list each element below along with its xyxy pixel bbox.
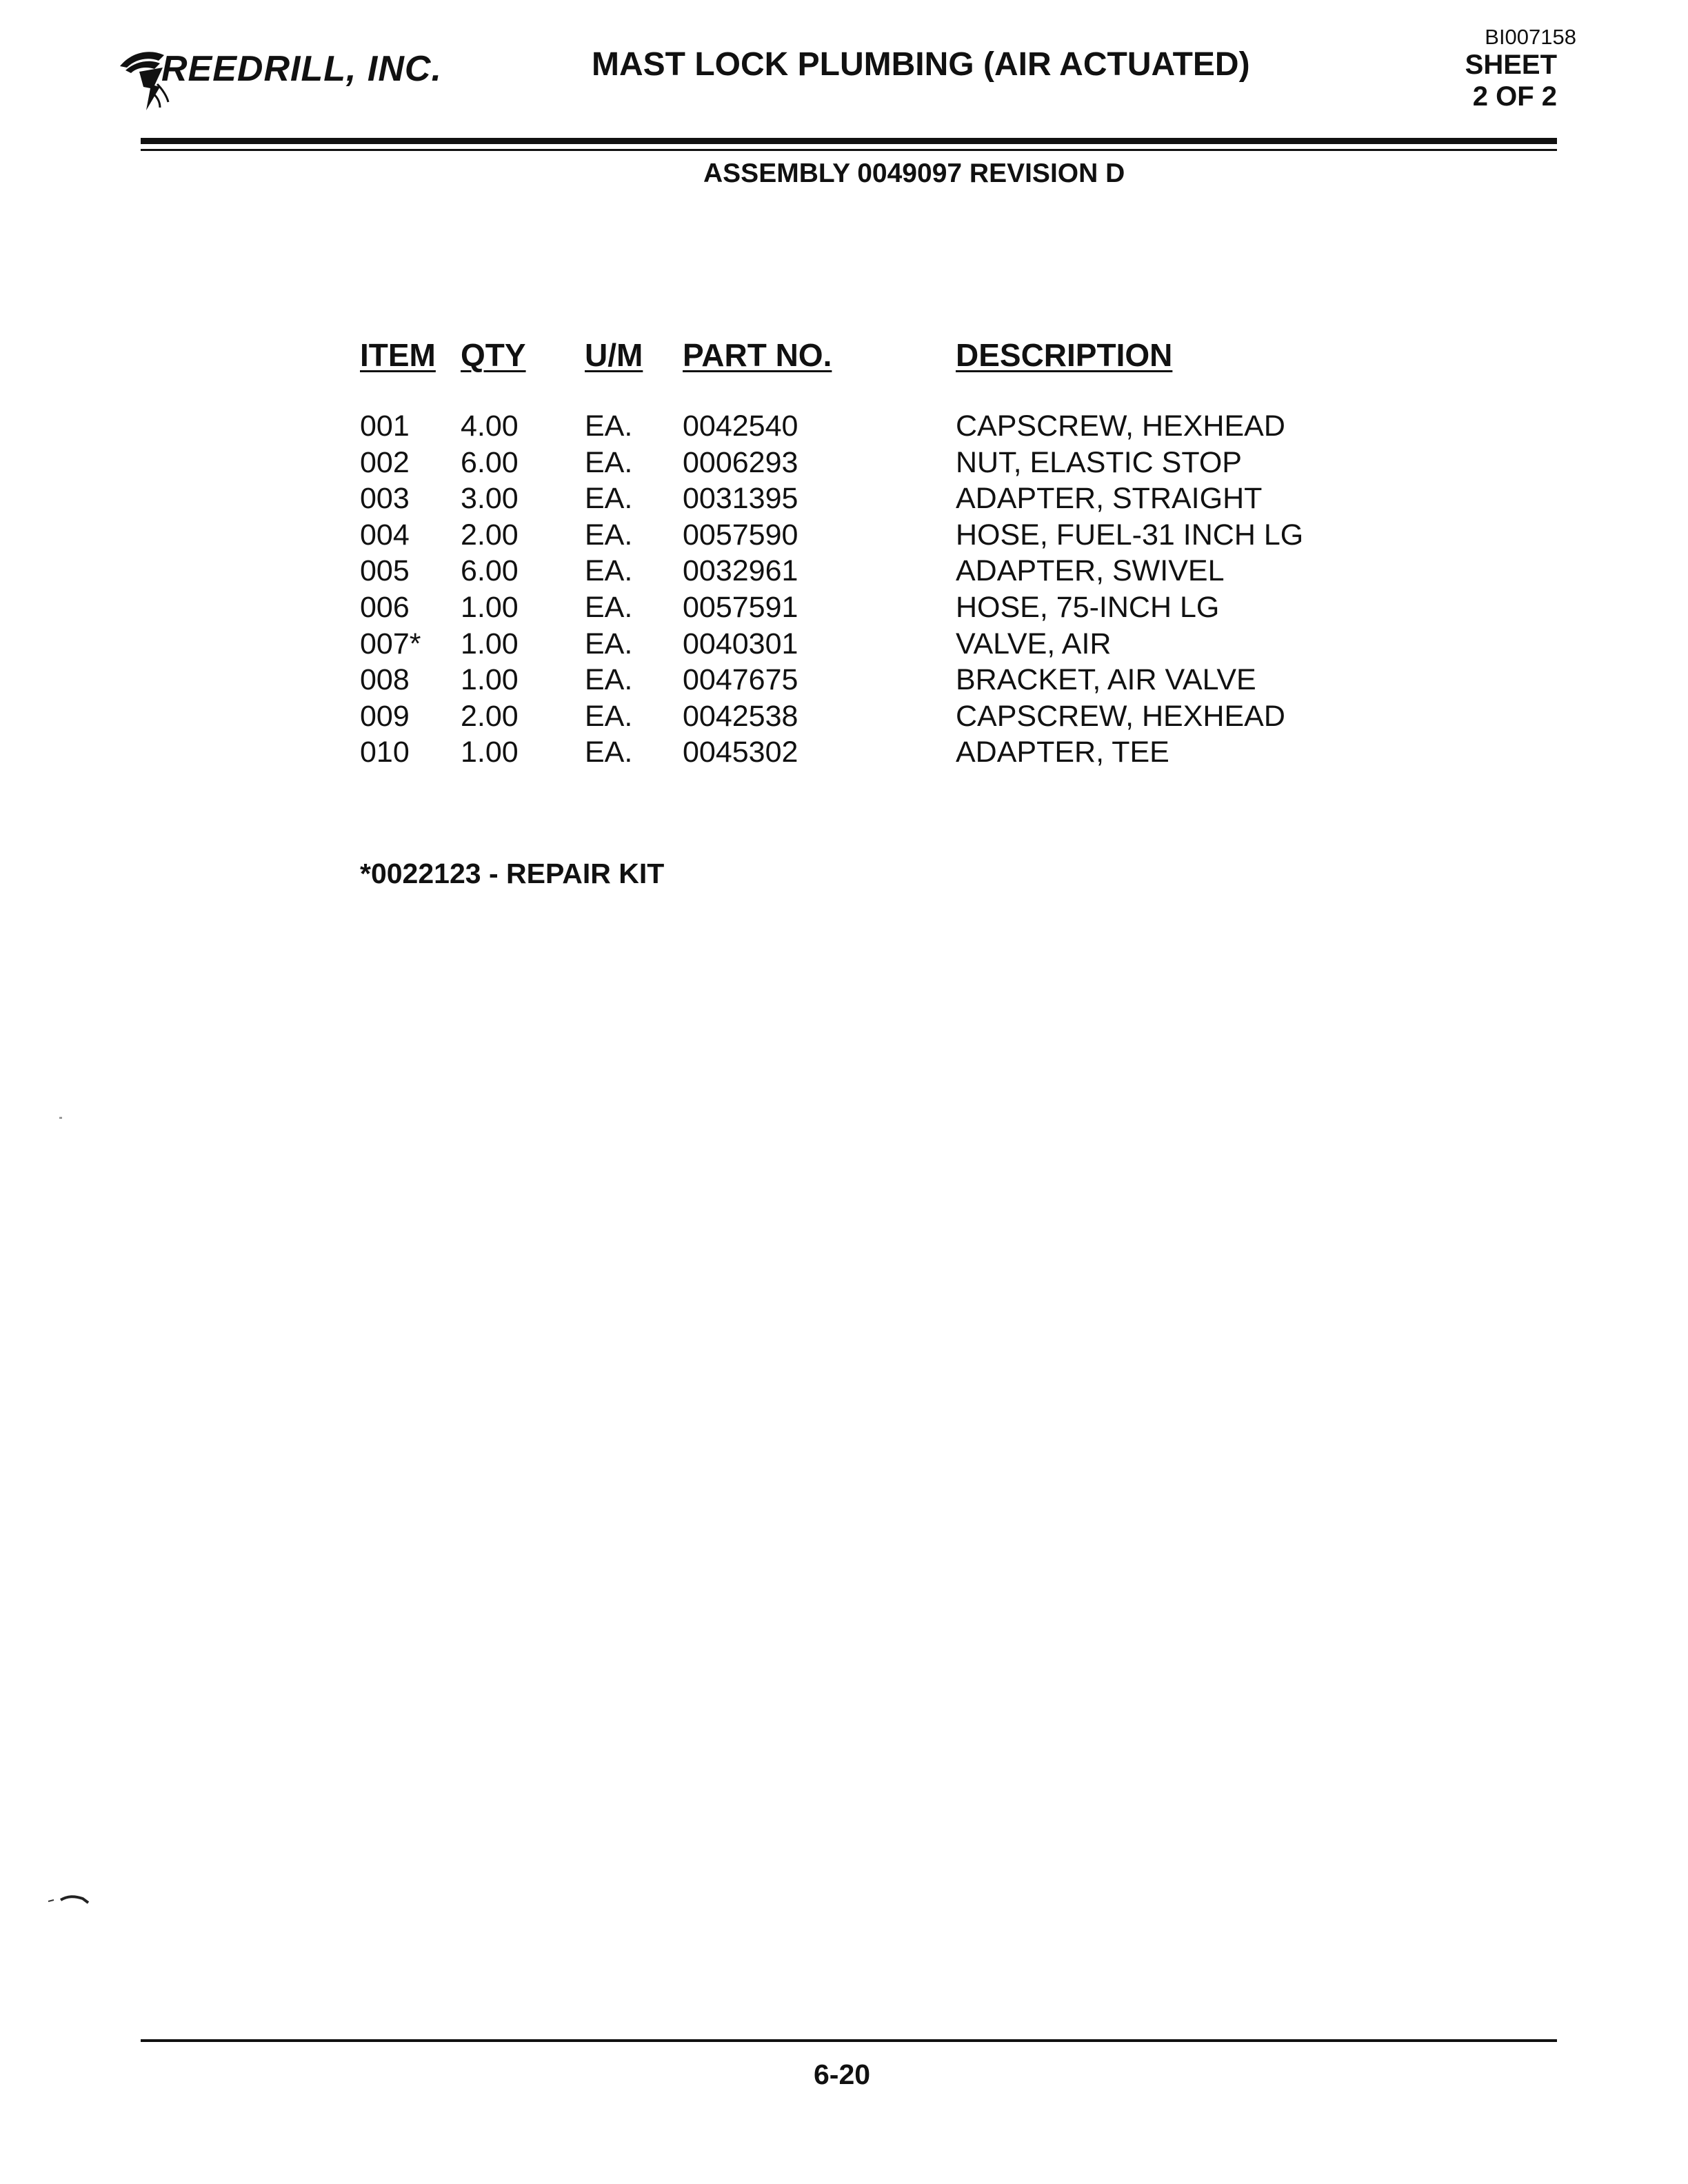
cell-item: 004 bbox=[360, 518, 410, 552]
cell-part-no: 0032961 bbox=[683, 554, 798, 588]
cell-qty: 2.00 bbox=[461, 518, 519, 552]
table-row bbox=[360, 553, 1342, 589]
cell-description: HOSE, FUEL-31 INCH LG bbox=[956, 518, 1304, 552]
cell-qty: 3.00 bbox=[461, 482, 519, 516]
cell-part-no: 0057590 bbox=[683, 518, 798, 552]
cell-um: EA. bbox=[585, 663, 633, 697]
cell-part-no: 0006293 bbox=[683, 445, 798, 479]
table-row bbox=[360, 481, 1342, 517]
cell-item: 010 bbox=[360, 736, 410, 769]
assembly-heading: ASSEMBLY 0049097 REVISION D bbox=[703, 159, 1125, 188]
company-name: REEDRILL, INC. bbox=[161, 49, 442, 89]
cell-item: 001 bbox=[360, 410, 410, 443]
table-row bbox=[360, 662, 1342, 698]
cell-um: EA. bbox=[585, 590, 633, 624]
cell-item: 008 bbox=[360, 663, 410, 697]
cell-item: 002 bbox=[360, 445, 410, 479]
cell-part-no: 0042538 bbox=[683, 699, 798, 733]
company-logo bbox=[119, 43, 450, 112]
document-id: BI007158 bbox=[1485, 25, 1576, 49]
cell-qty: 6.00 bbox=[461, 554, 519, 588]
cell-part-no: 0042540 bbox=[683, 410, 798, 443]
header-rule-thin bbox=[141, 149, 1557, 151]
cell-item: 009 bbox=[360, 699, 410, 733]
cell-part-no: 0045302 bbox=[683, 736, 798, 769]
cell-item: 005 bbox=[360, 554, 410, 588]
cell-part-no: 0040301 bbox=[683, 627, 798, 660]
cell-description: HOSE, 75-INCH LG bbox=[956, 590, 1220, 624]
cell-item: 007* bbox=[360, 627, 421, 660]
column-header-um: U/M bbox=[585, 337, 643, 373]
cell-um: EA. bbox=[585, 518, 633, 552]
cell-description: VALVE, AIR bbox=[956, 627, 1112, 660]
cell-part-no: 0057591 bbox=[683, 590, 798, 624]
scan-smudge bbox=[47, 1892, 95, 1905]
sheet-number: 2 OF 2 bbox=[1472, 81, 1557, 112]
column-header-part-no: PART NO. bbox=[683, 337, 832, 373]
cell-qty: 1.00 bbox=[461, 663, 519, 697]
scan-speck bbox=[59, 1117, 62, 1119]
cell-um: EA. bbox=[585, 627, 633, 660]
parts-table-header bbox=[360, 336, 1342, 408]
table-row bbox=[360, 734, 1342, 771]
cell-qty: 6.00 bbox=[461, 445, 519, 479]
table-row bbox=[360, 589, 1342, 626]
sheet-label: SHEET bbox=[1465, 50, 1557, 80]
footer-rule bbox=[141, 2039, 1557, 2042]
cell-qty: 1.00 bbox=[461, 627, 519, 660]
cell-um: EA. bbox=[585, 445, 633, 479]
cell-um: EA. bbox=[585, 482, 633, 516]
table-row bbox=[360, 408, 1342, 445]
cell-qty: 4.00 bbox=[461, 410, 519, 443]
table-row bbox=[360, 517, 1342, 554]
table-row bbox=[360, 626, 1342, 663]
cell-um: EA. bbox=[585, 554, 633, 588]
cell-description: BRACKET, AIR VALVE bbox=[956, 663, 1256, 697]
cell-um: EA. bbox=[585, 736, 633, 769]
cell-um: EA. bbox=[585, 410, 633, 443]
cell-qty: 2.00 bbox=[461, 699, 519, 733]
cell-item: 006 bbox=[360, 590, 410, 624]
cell-item: 003 bbox=[360, 482, 410, 516]
cell-description: ADAPTER, SWIVEL bbox=[956, 554, 1225, 588]
cell-description: ADAPTER, STRAIGHT bbox=[956, 482, 1263, 516]
cell-description: CAPSCREW, HEXHEAD bbox=[956, 410, 1285, 443]
document-title: MAST LOCK PLUMBING (AIR ACTUATED) bbox=[592, 46, 1250, 83]
cell-description: CAPSCREW, HEXHEAD bbox=[956, 699, 1285, 733]
page-number: 6-20 bbox=[814, 2059, 871, 2090]
cell-description: NUT, ELASTIC STOP bbox=[956, 445, 1242, 479]
column-header-item: ITEM bbox=[360, 337, 436, 373]
cell-part-no: 0047675 bbox=[683, 663, 798, 697]
column-header-qty: QTY bbox=[461, 337, 526, 373]
cell-um: EA. bbox=[585, 699, 633, 733]
repair-kit-note: *0022123 - REPAIR KIT bbox=[360, 858, 665, 889]
table-row bbox=[360, 445, 1342, 481]
table-row bbox=[360, 698, 1342, 735]
cell-qty: 1.00 bbox=[461, 736, 519, 769]
header-rule-thick bbox=[141, 138, 1557, 144]
parts-table bbox=[360, 336, 1342, 771]
cell-part-no: 0031395 bbox=[683, 482, 798, 516]
cell-qty: 1.00 bbox=[461, 590, 519, 624]
column-header-description: DESCRIPTION bbox=[956, 337, 1173, 373]
cell-description: ADAPTER, TEE bbox=[956, 736, 1169, 769]
